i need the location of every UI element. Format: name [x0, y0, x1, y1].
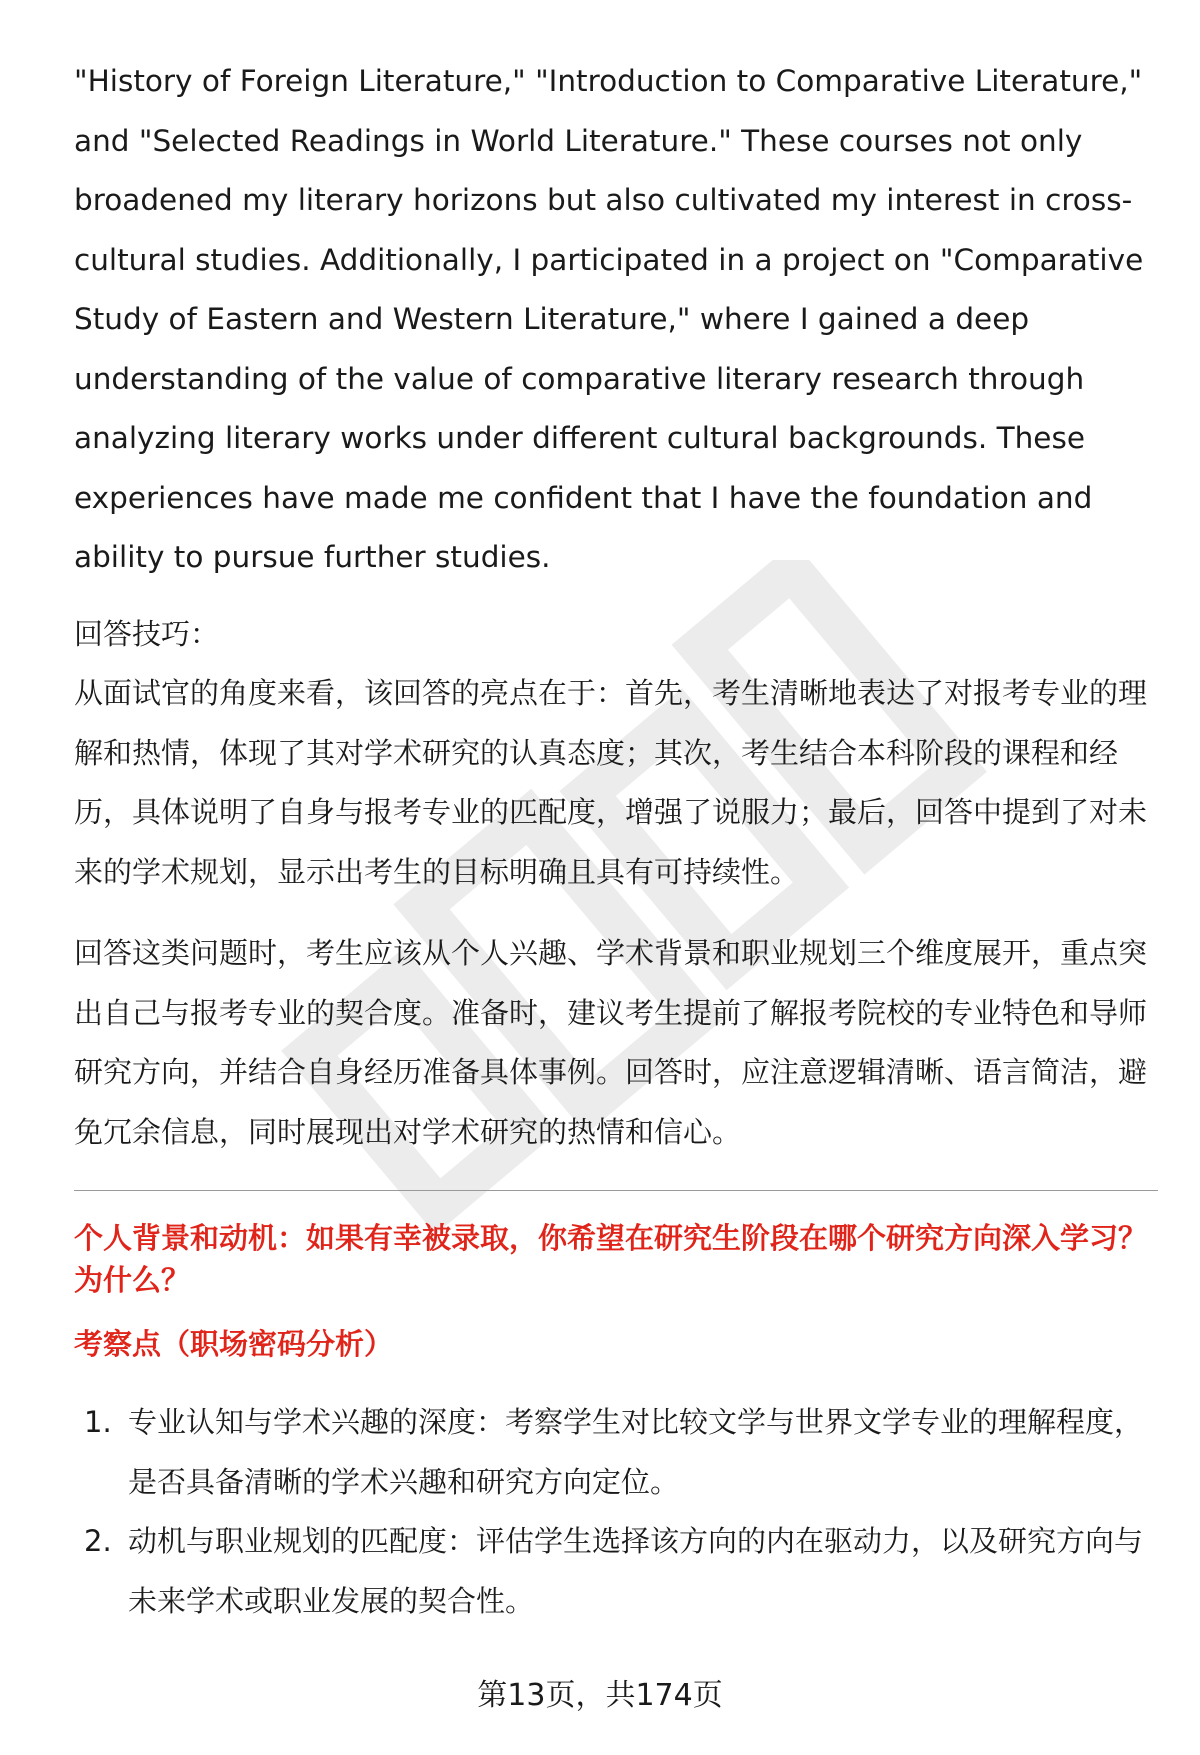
question-title: 个人背景和动机：如果有幸被录取，你希望在研究生阶段在哪个研究方向深入学习？为什么？ — [74, 1221, 1148, 1297]
list-item-number: 2. — [84, 1524, 112, 1558]
assessment-points-list — [74, 1393, 1154, 1631]
english-answer-paragraph: "History of Foreign Literature," "Introduction to Comparative Literature," and "Selected Readings in World Literature." These courses not only broadened my literary horizons but also cultivated my interest in cross-cultural studies. Additionally, I participated in a project on "Comparative Study of Eastern and Western Literature," where I gained a deep understanding of the value of comparative literary research through analyzing literary works under different cultural backgrounds. These experiences have made me confident that I have the foundation and ability to pursue further studies. — [74, 64, 1144, 574]
section-divider — [74, 1190, 1158, 1191]
tips-paragraph-1: 从面试官的角度来看，该回答的亮点在于：首先，考生清晰地表达了对报考专业的理解和热情，体现了其对学术研究的认真态度；其次，考生结合本科阶段的课程和经历，具体说明了自身与报考专业的匹配度，增强了说服力；最后，回答中提到了对未来的学术规划，显示出考生的目标明确且具有可持续性。 — [74, 676, 1148, 889]
list-item — [74, 1393, 1154, 1512]
page-number-footer: 第13页，共174页 — [477, 1678, 723, 1713]
list-item-text: 专业认知与学术兴趣的深度：考察学生对比较文学与世界文学专业的理解程度，是否具备清晰的学术兴趣和研究方向定位。 — [128, 1405, 1144, 1499]
list-item-number: 1. — [84, 1405, 112, 1439]
list-item-text: 动机与职业规划的匹配度：评估学生选择该方向的内在驱动力，以及研究方向与未来学术或职业发展的契合性。 — [128, 1524, 1144, 1618]
tips-paragraph-2: 回答这类问题时，考生应该从个人兴趣、学术背景和职业规划三个维度展开，重点突出自己与报考专业的契合度。准备时，建议考生提前了解报考院校的专业特色和导师研究方向，并结合自身经历准备具体事例。回答时，应注意逻辑清晰、语言简洁，避免冗余信息，同时展现出对学术研究的热情和信心。 — [74, 936, 1148, 1149]
page-content — [74, 52, 1154, 1631]
assessment-points-heading: 考察点（职场密码分析） — [74, 1327, 394, 1361]
tips-heading: 回答技巧： — [74, 616, 220, 651]
list-item — [74, 1512, 1154, 1631]
